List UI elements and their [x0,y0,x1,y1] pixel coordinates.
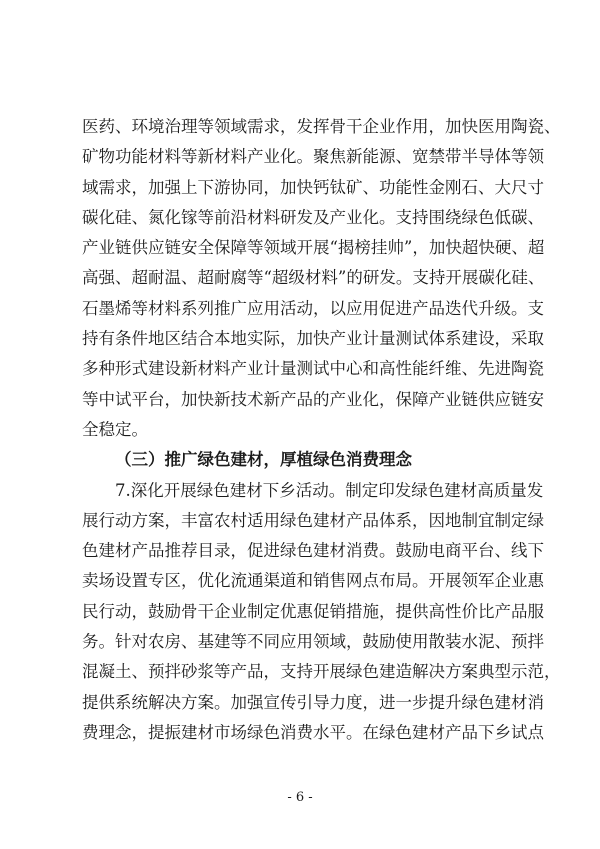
text-line: 高强、超耐温、超耐腐等“超级材料”的研发。支持开展碳化硅、 [82,268,545,288]
section-heading: （三）推广绿色建材，厚植绿色消费理念 [115,450,412,470]
text-line: 医药、环境治理等领域需求，发挥骨干企业作用，加快医用陶瓷、 [82,117,561,136]
text-line: 等中试平台，加快新技术新产品的产业化，保障产业链供应链安 [82,389,544,409]
text-line: 费理念，提振建材市场绿色消费水平。在绿色建材产品下乡试点 [82,722,544,742]
text-line: 矿物功能材料等新材料产业化。聚焦新能源、宽禁带半导体等领 [82,147,544,167]
text-line: 持有条件地区结合本地实际，加快产业计量测试体系建设，采取 [82,329,544,349]
text-line: 产业链供应链安全保障等领域开展“揭榜挂帅”，加快超快硬、超 [82,238,545,258]
text-line: 提供系统解决方案。加强宣传引导力度，进一步提升绿色建材消 [82,692,544,712]
text-line: 务。针对农房、基建等不同应用领域，鼓励使用散装水泥、预拌 [82,632,544,652]
page-number: - 6 - [287,790,313,805]
text-line: 全稳定。 [82,419,148,439]
text-line: 域需求，加强上下游协同，加快钙钛矿、功能性金刚石、大尺寸 [82,177,544,197]
text-line: 混凝土、预拌砂浆等产品，支持开展绿色建造解决方案典型示范， [82,662,561,682]
text-line: 展行动方案，丰富农村适用绿色建材产品体系，因地制宜制定绿 [82,510,544,530]
text-line: 7.深化开展绿色建材下乡活动。制定印发绿色建材高质量发 [115,480,544,500]
text-line: 石墨烯等材料系列推广应用活动，以应用促进产品迭代升级。支 [82,298,544,318]
text-line: 色建材产品推荐目录，促进绿色建材消费。鼓励电商平台、线下 [82,541,544,561]
text-line: 民行动，鼓励骨干企业制定优惠促销措施，提供高性价比产品服 [82,601,544,621]
text-line: 多种形式建设新材料产业计量测试中心和高性能纤维、先进陶瓷 [82,359,544,379]
paragraph-continued [82,112,561,748]
text-line: 碳化硅、氮化镓等前沿材料研发及产业化。支持围绕绿色低碳、 [82,207,544,227]
text-line: 卖场设置专区，优化流通渠道和销售网点布局。开展领军企业惠 [82,571,544,591]
